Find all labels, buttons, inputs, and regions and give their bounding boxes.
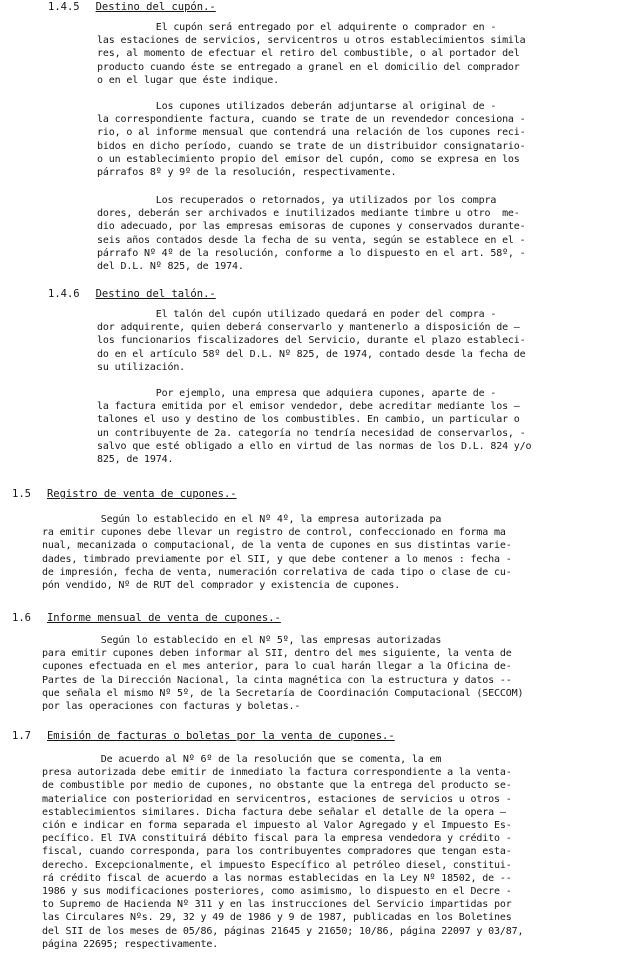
section-title: Informe mensual de venta de cupones.- [46,612,281,624]
paragraph: De acuerdo al Nº 6º de la resolución que se comenta, la em presa autorizada debe emitir de inmediato la factura correspondiente a la venta- de combustible por medio de cupones, no obstante que la entrega del producto se- materialice con posterioridad en servicentros, estaciones de servicios u otros - establecimientos similares. Dicha factura debe señalar el detalle de la opera — ción e indicar en forma separada el impuesto al Valor Agregado y el Impuesto Es- pecífico. El IVA constituirá débito fiscal para la empresa vendedora y crédito - fiscal, cuando corresponda, para los contribuyentes compradores que tengan esta- derecho. Excepcionalmente, el impuesto Específico al petróleo diesel, constitui- rá crédito fiscal de acuerdo a las normas establecidas en la Ley Nº 18502, de -- 1986 y sus modificaciones posteriores, como asimismo, lo dispuesto en el Decre - to Supremo de Hacienda Nº 311 y en las instrucciones del Servicio impartidas por las Circulares Nºs. 29, 32 y 49 de 1986 y 9 de 1987, publicadas en los Boletines del SII de los meses de 05/86, páginas 21645 y 21650; 10/86, página 22097 y 03/87, página 22695; respectivamente. [42,754,524,950]
section-title: Destino del cupón.- [95,1,216,13]
paragraph: Por ejemplo, una empresa que adquiera cupones, aparte de - la factura emitida por el emisor vendedor, debe acreditar mediante los — talones el uso y destino de los combustibles. En cambio, un particular o un contribuyente de 2a. categoría no tendría necesidad de conservarlos, - salvo que esté obligado a ello en virtud de las normas de los D.L. 824 y/o 825, de 1974. [97,388,532,466]
paragraph: Según lo establecido en el Nº 4º, la empresa autorizada pa ra emitir cupones debe llevar un registro de control, confeccionado en forma ma nual, mecanizada o computacional, de la venta de cupones en sus distintas varie- dades, timbrado previamente por el SII, y que debe contener a lo menos : fecha - de impresión, fecha de venta, numeración correlativa de cada tipo o clase de cu- pón vendido, Nº de RUT del comprador y existencia de cupones. [42,514,512,592]
paragraph: Los recuperados o retornados, ya utilizados por los compra dores, deberán ser archivados e inutilizados mediante timbre u otro me- dio adecuado, por las empresas emisoras de cupones y conservados durante- seis años contados desde la fecha de su venta, según se establece en el - párrafo Nº 4º de la resolución, conforme a lo dispuesto en el art. 58º, - del D.L. Nº 825, de 1974. [97,195,526,273]
section-heading [12,730,395,743]
section-title: Registro de venta de cupones.- [46,488,237,500]
paragraph: El cupón será entregado por el adquirente o comprador en - las estaciones de servicios, servicentros u otros establecimientos simila res, al momento de efectuar el retiro del combustible, o al portador del producto cuando éste se entregado a granel en el domicilio del comprador o en el lugar que éste indique. [97,22,526,86]
section-heading [48,288,216,301]
paragraph: El talón del cupón utilizado quedará en poder del compra - dor adquirente, quien deberá conservarlo y mantenerlo a disposición de — los funcionarios fiscalizadores del Servicio, durante el plazo estableci- do en el artículo 58º del D.L. Nº 825, de 1974, contado desde la fecha de su utilización. [97,309,526,373]
section-number: 1.7 [12,730,31,742]
section-heading [12,612,281,625]
section-title: Emisión de facturas o boletas por la venta de cupones.- [46,730,395,742]
section-number: 1.5 [12,488,31,500]
section-title: Destino del talón.- [95,288,216,300]
section-number: 1.6 [12,612,31,624]
section-number: 1.4.6 [48,288,80,300]
section-heading [48,1,216,14]
section-heading [12,488,237,501]
section-number: 1.4.5 [48,1,80,13]
paragraph: Según lo establecido en el Nº 5º, las empresas autorizadas para emitir cupones deben informar al SII, dentro del mes siguiente, la venta de cupones efectuada en el mes anterior, para lo cual harán llegar a la Oficina de- Partes de la Dirección Nacional, la cinta magnética con la estructura y datos -- que señala el mismo Nº 5º, de la Secretaría de Coordinación Computacional (SECCOM) por las operaciones con facturas y boletas.- [42,635,524,713]
paragraph: Los cupones utilizados deberán adjuntarse al original de - la correspondiente factura, cuando se trate de un revendedor concesiona - rio, o al informe mensual que contendrá una relación de los cupones reci- bidos en dicho período, cuando se trate de un distribuidor consignatario- o un establecimiento propio del emisor del cupón, como se expresa en los párrafos 8º y 9º de la resolución, respectivamente. [97,101,526,179]
